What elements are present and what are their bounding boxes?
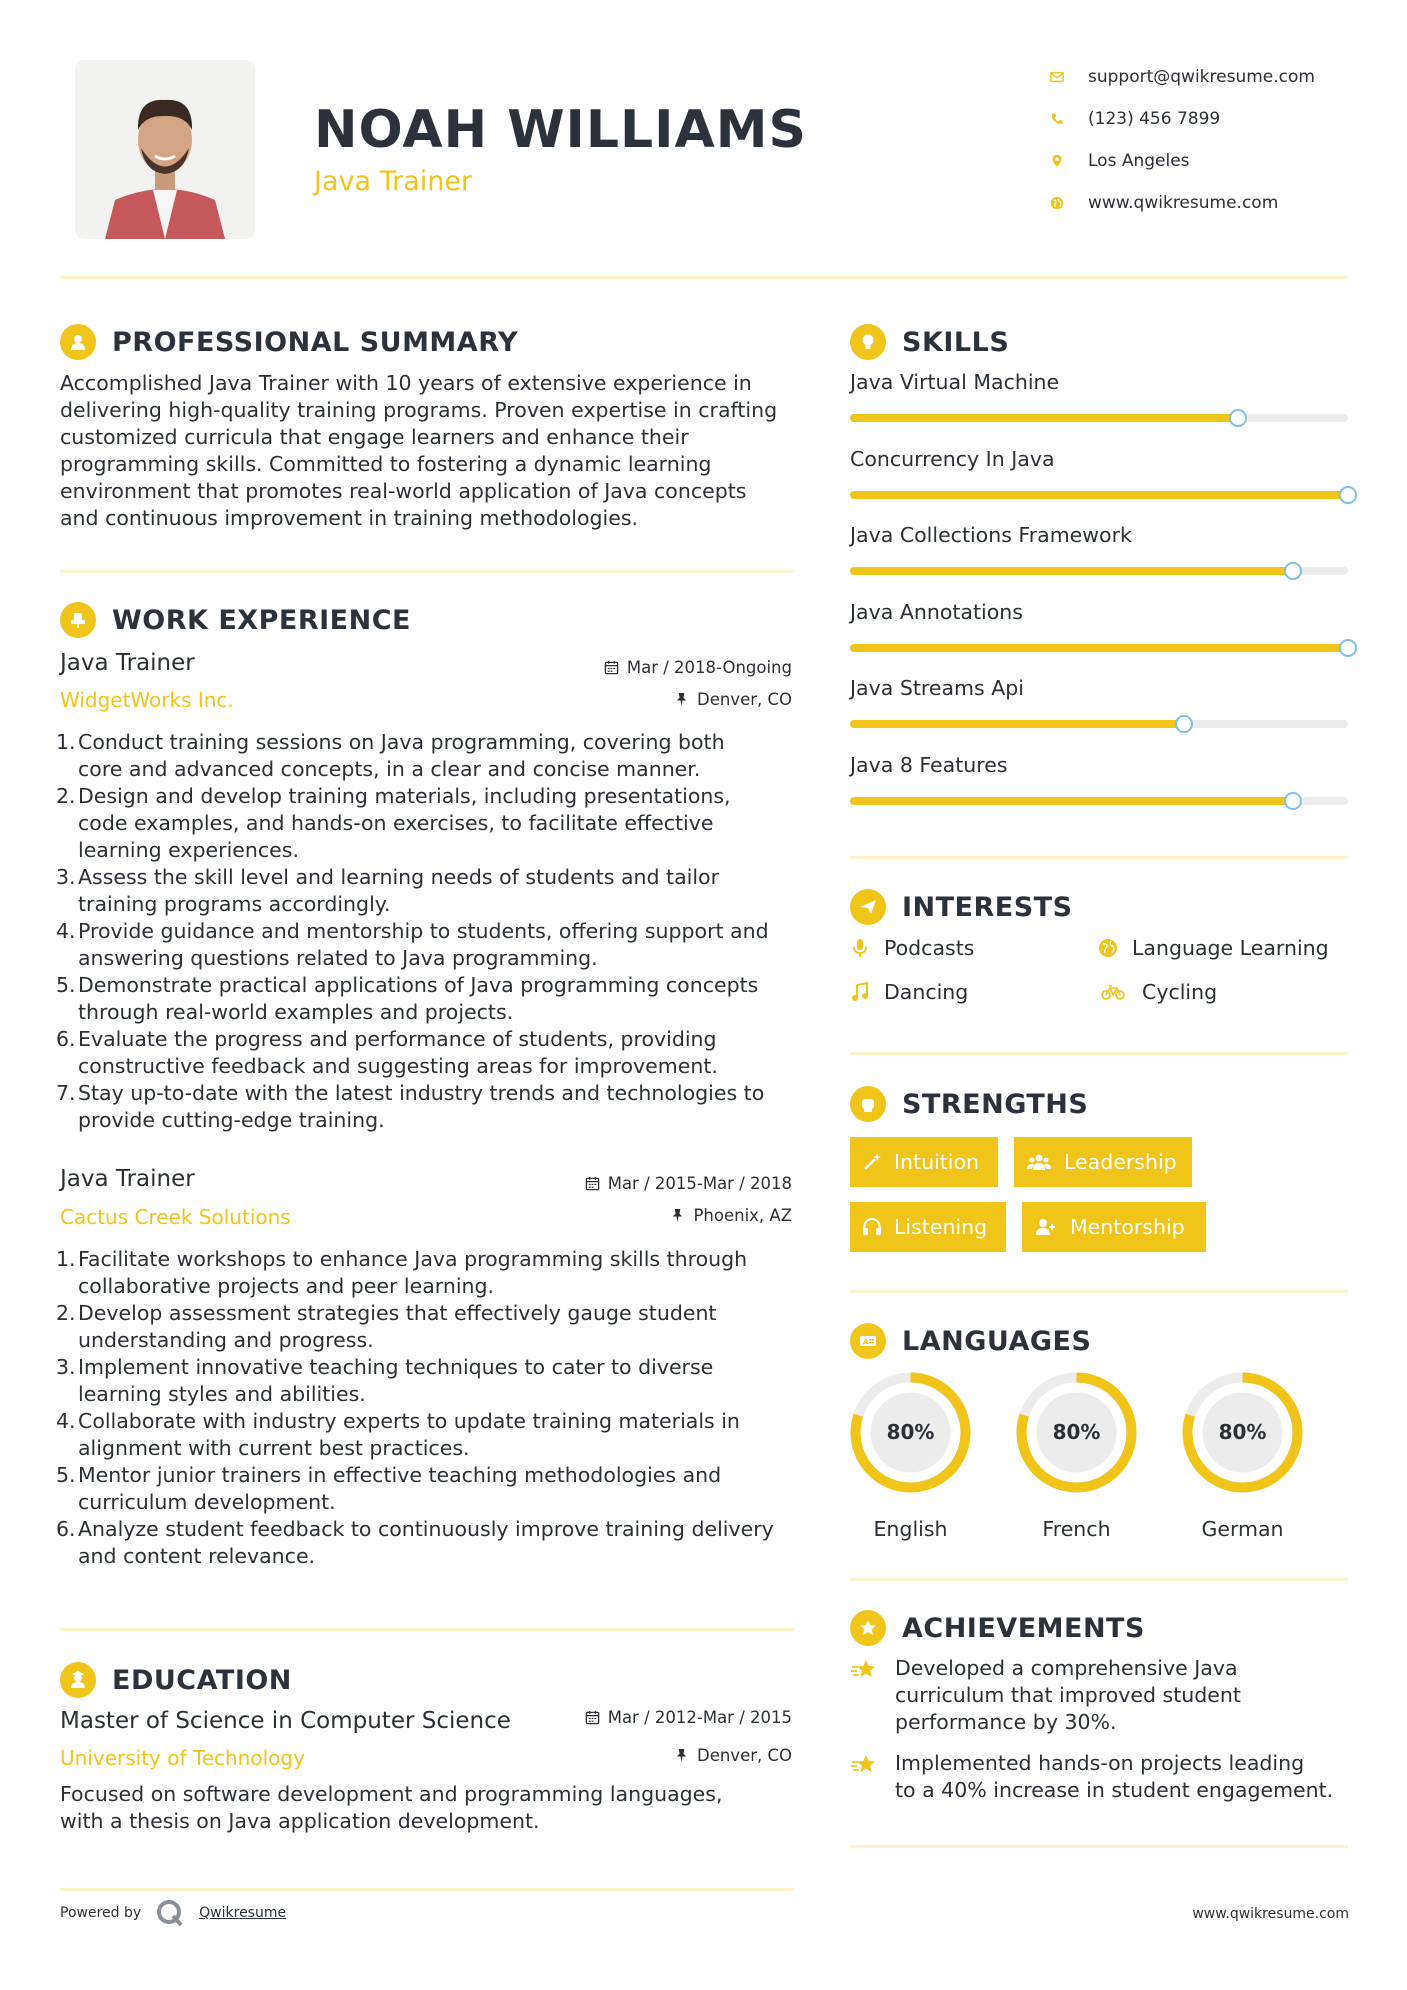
globe-icon — [1050, 196, 1088, 210]
interests-heading — [850, 887, 1073, 927]
envelope-icon — [1050, 70, 1088, 84]
skill-bar-knob — [1284, 562, 1302, 580]
language-ring — [1180, 1370, 1305, 1495]
summary-title: PROFESSIONAL SUMMARY — [112, 326, 519, 358]
degree-title: Master of Science in Computer Science — [60, 1708, 511, 1734]
candidate-role: Java Trainer — [314, 166, 473, 197]
job-location-text: Phoenix, AZ — [693, 1206, 792, 1225]
contact-email-text: support@qwikresume.com — [1088, 67, 1315, 87]
users-icon — [1026, 1152, 1052, 1172]
education-description: Focused on software development and programming languages, with a thesis on Java application development. — [60, 1782, 723, 1833]
list-item: 5. Demonstrate practical applications of Java programming concepts through real-world examples and projects. — [56, 973, 759, 1024]
pin-icon — [674, 1748, 689, 1763]
interest-item — [850, 980, 968, 1004]
languages-heading — [850, 1321, 1091, 1361]
lightbulb-icon — [850, 324, 886, 360]
skill-bar — [850, 797, 1348, 805]
music-icon — [850, 982, 870, 1002]
company-name: WidgetWorks Inc. — [60, 688, 234, 712]
star-badge-icon — [850, 1610, 886, 1646]
language-name: German — [1201, 1517, 1284, 1541]
list-item: 7. Stay up-to-date with the latest industry trends and technologies to provide cutting-edge training. — [56, 1081, 765, 1132]
education-title: EDUCATION — [112, 1664, 292, 1696]
skills-heading — [850, 322, 1009, 362]
skill-bar — [850, 720, 1348, 728]
list-item: 2. Develop assessment strategies that effectively gauge student understanding and progress. — [56, 1301, 717, 1352]
languages-title: LANGUAGES — [902, 1325, 1092, 1357]
star-icon — [850, 1750, 895, 1804]
profile-photo — [75, 60, 255, 239]
skill-bar — [850, 644, 1348, 652]
summary-divider — [60, 570, 794, 573]
work-divider — [60, 1628, 794, 1631]
contact-location-text: Los Angeles — [1088, 151, 1190, 171]
calendar-icon — [604, 660, 619, 675]
skill-bar-knob — [1339, 486, 1357, 504]
language-item — [1180, 1370, 1305, 1541]
summary-line: delivering high-quality training programs. Proven expertise in crafting — [60, 398, 778, 422]
footer-website[interactable]: www.qwikresume.com — [1192, 1906, 1349, 1922]
list-item: 3. Implement innovative teaching techniques to cater to diverse learning styles and abilities. — [56, 1355, 714, 1406]
skills-title: SKILLS — [902, 326, 1010, 358]
skill-bar-fill — [850, 720, 1184, 728]
summary-line: programming skills. Committed to fostering a dynamic learning — [60, 452, 712, 476]
qwikresume-logo-icon — [155, 1898, 185, 1928]
translate-icon — [850, 1323, 886, 1359]
language-name: French — [1042, 1517, 1111, 1541]
microphone-icon — [850, 938, 870, 958]
job-duties-list — [58, 1246, 798, 1570]
achievements-title: ACHIEVEMENTS — [902, 1612, 1145, 1644]
header-divider — [60, 276, 1348, 279]
job-date — [500, 1174, 792, 1193]
briefcase-icon — [60, 602, 96, 638]
job-location-text: Denver, CO — [696, 690, 792, 709]
list-item: 1. Facilitate workshops to enhance Java programming skills through collaborative projects and peer learning. — [56, 1247, 748, 1298]
interests-title: INTERESTS — [902, 891, 1073, 923]
skill-name: Java 8 Features — [850, 752, 1008, 777]
skill-bar-fill — [850, 797, 1293, 805]
globe-icon — [1098, 938, 1118, 958]
skills-divider — [850, 856, 1348, 859]
education-heading — [60, 1660, 292, 1700]
contact-block — [1050, 56, 1380, 224]
job-location — [500, 690, 792, 709]
achievements-divider — [850, 1845, 1348, 1848]
skill-bar-fill — [850, 567, 1293, 575]
list-item: 5. Mentor junior trainers in effective teaching methodologies and curriculum development. — [56, 1463, 722, 1514]
strength-label: Leadership — [1064, 1150, 1177, 1174]
contact-email[interactable] — [1050, 56, 1380, 98]
job-duties-list — [58, 729, 798, 1134]
skill-name: Java Collections Framework — [850, 523, 1132, 547]
skill-bar — [850, 567, 1348, 575]
skill-name: Java Annotations — [850, 599, 1023, 624]
skill-name: Concurrency In Java — [850, 446, 1055, 471]
phone-icon — [1050, 112, 1088, 126]
contact-location — [1050, 140, 1380, 182]
job-title: Java Trainer — [60, 650, 195, 676]
company-name: Cactus Creek Solutions — [60, 1205, 291, 1229]
calendar-icon — [585, 1710, 600, 1725]
summary-text — [60, 370, 800, 532]
interest-item — [1098, 936, 1329, 960]
language-percent: 80% — [1218, 1420, 1267, 1444]
job-location — [500, 1206, 792, 1225]
summary-heading — [60, 322, 518, 362]
strength-tag — [850, 1202, 1006, 1252]
user-icon — [60, 324, 96, 360]
bicycle-icon — [1098, 982, 1128, 1002]
skill-name: Java Streams Api — [850, 676, 1024, 700]
achievement-item: Implemented hands-on projects leading to a 40% increase in student engagement. — [850, 1750, 1350, 1804]
qwikresume-link[interactable]: Qwikresume — [199, 1905, 287, 1921]
job-date — [500, 658, 792, 677]
svg-text:A: A — [863, 1338, 869, 1346]
language-ring — [1014, 1370, 1139, 1495]
list-item: 1. Conduct training sessions on Java programming, covering both core and advanced concepts, in a clear and concise manner. — [56, 730, 725, 781]
powered-by-label: Powered by — [60, 1905, 142, 1921]
language-name: English — [873, 1517, 948, 1541]
strength-tag — [1014, 1137, 1192, 1187]
strengths-title: STRENGTHS — [902, 1088, 1089, 1120]
strength-label: Mentorship — [1070, 1215, 1185, 1239]
strength-tag — [850, 1137, 998, 1187]
list-item: 6. Analyze student feedback to continuously improve training delivery and content relevance. — [56, 1517, 774, 1568]
map-pin-icon — [1050, 154, 1088, 168]
pin-icon — [670, 1208, 685, 1223]
work-heading — [60, 600, 411, 640]
contact-website[interactable] — [1050, 182, 1380, 224]
skill-bar — [850, 414, 1348, 422]
job-date-text: Mar / 2018-Ongoing — [626, 658, 792, 677]
footer-powered — [60, 1898, 286, 1928]
candidate-name: NOAH WILLIAMS — [314, 100, 807, 160]
education-location — [500, 1746, 792, 1765]
interest-item — [1098, 980, 1217, 1004]
skill-bar-knob — [1339, 639, 1357, 657]
graduation-icon — [60, 1662, 96, 1698]
headphones-icon — [862, 1217, 882, 1237]
skill-name: Java Virtual Machine — [850, 370, 1060, 394]
skill-bar-fill — [850, 644, 1348, 652]
summary-line: environment that promotes real-world application of Java concepts — [60, 479, 747, 503]
magic-wand-icon — [862, 1152, 882, 1172]
list-item: 6. Evaluate the progress and performance of students, providing constructive feedback and suggesting areas for improvement. — [56, 1027, 718, 1078]
calendar-icon — [585, 1176, 600, 1191]
list-item: 4. Provide guidance and mentorship to students, offering support and answering questions related to Java programming. — [56, 919, 769, 970]
fist-icon — [850, 1086, 886, 1122]
skill-bar-knob — [1229, 409, 1247, 427]
list-item: 2. Design and develop training materials, including presentations, code examples, and hands-on exercises, to facilitate effective learning experiences. — [56, 784, 731, 862]
interest-label: Cycling — [1142, 980, 1218, 1004]
user-plus-icon — [1034, 1217, 1058, 1237]
star-icon — [850, 1655, 895, 1736]
contact-phone[interactable] — [1050, 98, 1380, 140]
interests-divider — [850, 1052, 1348, 1055]
language-item — [848, 1370, 973, 1541]
paper-plane-icon — [850, 889, 886, 925]
school-name: University of Technology — [60, 1746, 305, 1770]
interest-label: Dancing — [884, 980, 969, 1004]
achievements-heading — [850, 1608, 1145, 1648]
education-location-text: Denver, CO — [696, 1746, 792, 1765]
strengths-divider — [850, 1290, 1348, 1293]
education-date — [500, 1708, 792, 1727]
interest-label: Language Learning — [1132, 936, 1329, 960]
education-divider — [60, 1888, 794, 1891]
language-ring — [848, 1370, 973, 1495]
language-percent: 80% — [1052, 1420, 1101, 1444]
work-title: WORK EXPERIENCE — [112, 604, 411, 636]
strengths-heading — [850, 1084, 1088, 1124]
pin-icon — [674, 692, 689, 707]
list-item: 3. Assess the skill level and learning needs of students and tailor training programs accordingly. — [56, 865, 719, 916]
languages-divider — [850, 1578, 1348, 1581]
skill-bar-fill — [850, 414, 1238, 422]
summary-line: Accomplished Java Trainer with 10 years of extensive experience in — [60, 371, 752, 395]
skill-bar-knob — [1284, 792, 1302, 810]
language-percent: 80% — [886, 1420, 935, 1444]
language-item — [1014, 1370, 1139, 1541]
job-title: Java Trainer — [60, 1166, 195, 1192]
interest-item — [850, 936, 974, 960]
skill-bar-knob — [1175, 715, 1193, 733]
contact-website-text: www.qwikresume.com — [1088, 193, 1279, 213]
skill-bar — [850, 491, 1348, 499]
achievement-item: Developed a comprehensive Java curriculum that improved student performance by 30%. — [850, 1655, 1350, 1736]
summary-line: and continuous improvement in training methodologies. — [60, 506, 639, 530]
skill-bar-fill — [850, 491, 1348, 499]
contact-phone-text: (123) 456 7899 — [1088, 109, 1221, 129]
strength-tag — [1022, 1202, 1206, 1252]
education-date-text: Mar / 2012-Mar / 2015 — [607, 1708, 792, 1727]
interest-label: Podcasts — [884, 936, 975, 960]
strength-label: Intuition — [894, 1150, 980, 1174]
job-date-text: Mar / 2015-Mar / 2018 — [607, 1174, 792, 1193]
list-item: 4. Collaborate with industry experts to update training materials in alignment with current best practices. — [56, 1409, 740, 1460]
strength-label: Listening — [894, 1215, 988, 1239]
summary-line: customized curricula that engage learners and enhance their — [60, 425, 689, 449]
